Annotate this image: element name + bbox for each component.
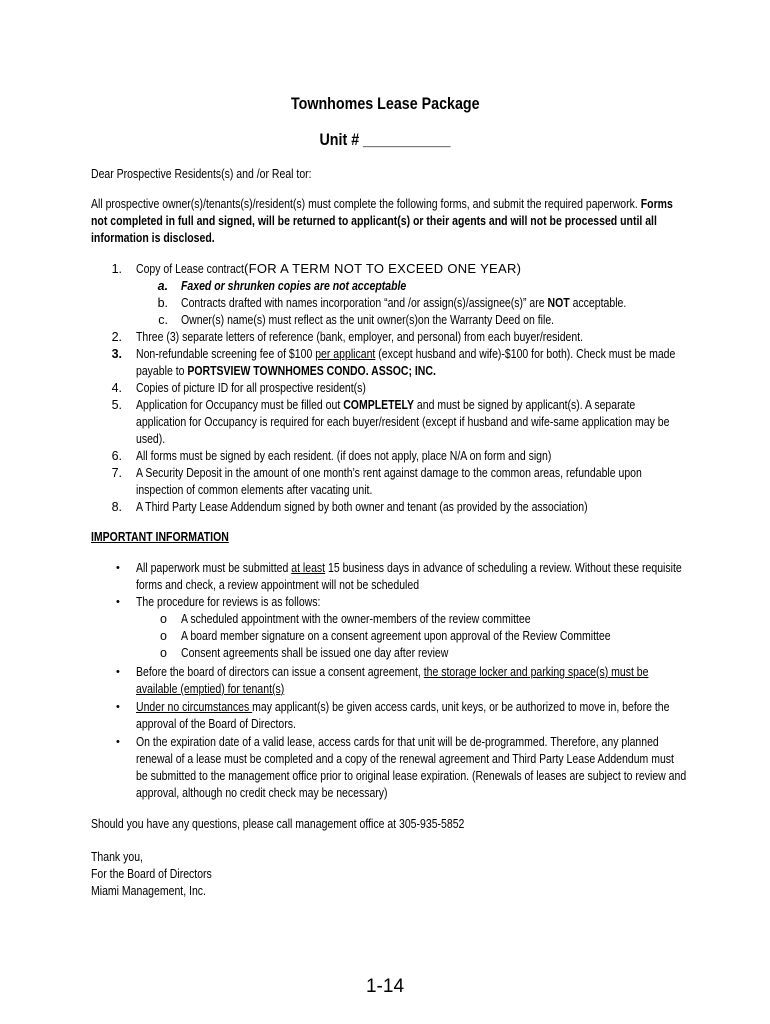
sub-item: Contracts drafted with names incorporation “and /or assign(s)/assignee(s)” are NOT acceptable. bbox=[181, 296, 627, 310]
bullet-icon: • bbox=[116, 666, 120, 678]
intro-line-3: information is disclosed. bbox=[91, 231, 215, 245]
item-number: 4. bbox=[111, 381, 122, 395]
bullet-item-continuation: forms and check, a review appointment will not be scheduled bbox=[136, 578, 420, 592]
item-number: 8. bbox=[111, 500, 122, 514]
bullet-item-continuation: approval, although no credit check may be necessary) bbox=[136, 786, 388, 800]
review-step: A board member signature on a consent agreement upon approval of the Review Committee bbox=[181, 629, 611, 643]
list-item: All forms must be signed by each resident. (if does not apply, place N/A on form and sign) bbox=[136, 449, 552, 463]
bullet-item: All paperwork must be submitted at least 15 business days in advance of scheduling a review. Without these requisite bbox=[136, 561, 682, 575]
list-item: Application for Occupancy must be filled out COMPLETELY and must be signed by applicant(s). A separate bbox=[136, 398, 636, 412]
review-step: A scheduled appointment with the owner-members of the review committee bbox=[181, 612, 531, 626]
list-item: Three (3) separate letters of reference (bank, employer, and personal) from each buyer/resident. bbox=[136, 330, 584, 344]
bullet-icon: • bbox=[116, 562, 120, 574]
item-number: 1. bbox=[111, 262, 122, 276]
sub-item: Faxed or shrunken copies are not acceptable bbox=[181, 279, 407, 293]
unit-number-field: Unit # ___________ bbox=[319, 130, 451, 149]
intro-line-2: not completed in full and signed, will be returned to applicant(s) or their agents and will not be processed until all bbox=[91, 214, 657, 228]
list-item-continuation: payable to PORTSVIEW TOWNHOMES CONDO. ASSOC; INC. bbox=[136, 364, 436, 378]
circle-bullet-icon: o bbox=[160, 646, 167, 660]
bullet-icon: • bbox=[116, 736, 120, 748]
closing-signature: Miami Management, Inc. bbox=[91, 884, 206, 898]
item-number: 6. bbox=[111, 449, 122, 463]
document-title: Townhomes Lease Package bbox=[290, 94, 480, 113]
item-number: 3. bbox=[111, 347, 122, 361]
review-step: Consent agreements shall be issued one day after review bbox=[181, 646, 449, 660]
bullet-item: The procedure for reviews is as follows: bbox=[136, 595, 321, 609]
bullet-item-continuation: renewal of a lease must be completed and a copy of the renewal agreement and Third Party Lease Addendum must bbox=[136, 752, 674, 766]
important-heading: IMPORTANT INFORMATION bbox=[91, 530, 229, 544]
greeting: Dear Prospective Residents(s) and /or Real tor: bbox=[91, 167, 312, 181]
list-item: A Security Deposit in the amount of one month’s rent against damage to the common areas, refundable upon bbox=[136, 466, 642, 480]
list-item-continuation: inspection of common elements after vacating unit. bbox=[136, 483, 373, 497]
bullet-item: Before the board of directors can issue a consent agreement, the storage locker and parking space(s) must be bbox=[136, 665, 649, 679]
bullet-item-continuation: be submitted to the management office prior to original lease expiration. (Renewals of leases are subject to review and bbox=[136, 769, 687, 783]
intro-line-1: All prospective owner(s)/tenants(s)/resident(s) must complete the following forms, and submit the required paperwork. Forms bbox=[91, 197, 673, 211]
list-item-continuation: application for Occupancy is required for each buyer/resident (except if husband and wife-same application may be bbox=[136, 415, 670, 429]
closing-line: Thank you, bbox=[91, 850, 143, 864]
bullet-item-continuation: approval of the Board of Directors. bbox=[136, 717, 296, 731]
circle-bullet-icon: o bbox=[160, 629, 167, 643]
list-item: Copy of Lease contract (FOR A TERM NOT TO EXCEED ONE YEAR) bbox=[136, 261, 522, 276]
sub-item-letter: c. bbox=[158, 313, 168, 327]
bullet-icon: • bbox=[116, 596, 120, 608]
sub-item-letter: b. bbox=[157, 296, 168, 310]
item-number: 2. bbox=[111, 330, 122, 344]
circle-bullet-icon: o bbox=[160, 612, 167, 626]
list-item-continuation: used). bbox=[136, 432, 166, 446]
bullet-icon: • bbox=[116, 701, 120, 713]
bullet-item: On the expiration date of a valid lease, access cards for that unit will be de-programmed. Therefore, any planned bbox=[136, 735, 659, 749]
item-number: 7. bbox=[111, 466, 122, 480]
page-number: 1-14 bbox=[365, 976, 405, 997]
contact-line: Should you have any questions, please call management office at 305-935-5852 bbox=[91, 817, 465, 831]
closing-line: For the Board of Directors bbox=[91, 867, 212, 881]
list-item: Non-refundable screening fee of $100 per applicant (except husband and wife)-$100 for both). Check must be made bbox=[136, 347, 676, 361]
item-number: 5. bbox=[111, 398, 122, 412]
sub-item-letter: a. bbox=[157, 279, 168, 293]
bullet-item-continuation: available (emptied) for tenant(s) bbox=[136, 682, 285, 696]
sub-item: Owner(s) name(s) must reflect as the unit owner(s)on the Warranty Deed on file. bbox=[181, 313, 555, 327]
list-item: A Third Party Lease Addendum signed by both owner and tenant (as provided by the association) bbox=[136, 500, 588, 514]
list-item: Copies of picture ID for all prospective resident(s) bbox=[136, 381, 366, 395]
bullet-item: Under no circumstances may applicant(s) be given access cards, unit keys, or be authorized to move in, before the bbox=[136, 700, 670, 714]
